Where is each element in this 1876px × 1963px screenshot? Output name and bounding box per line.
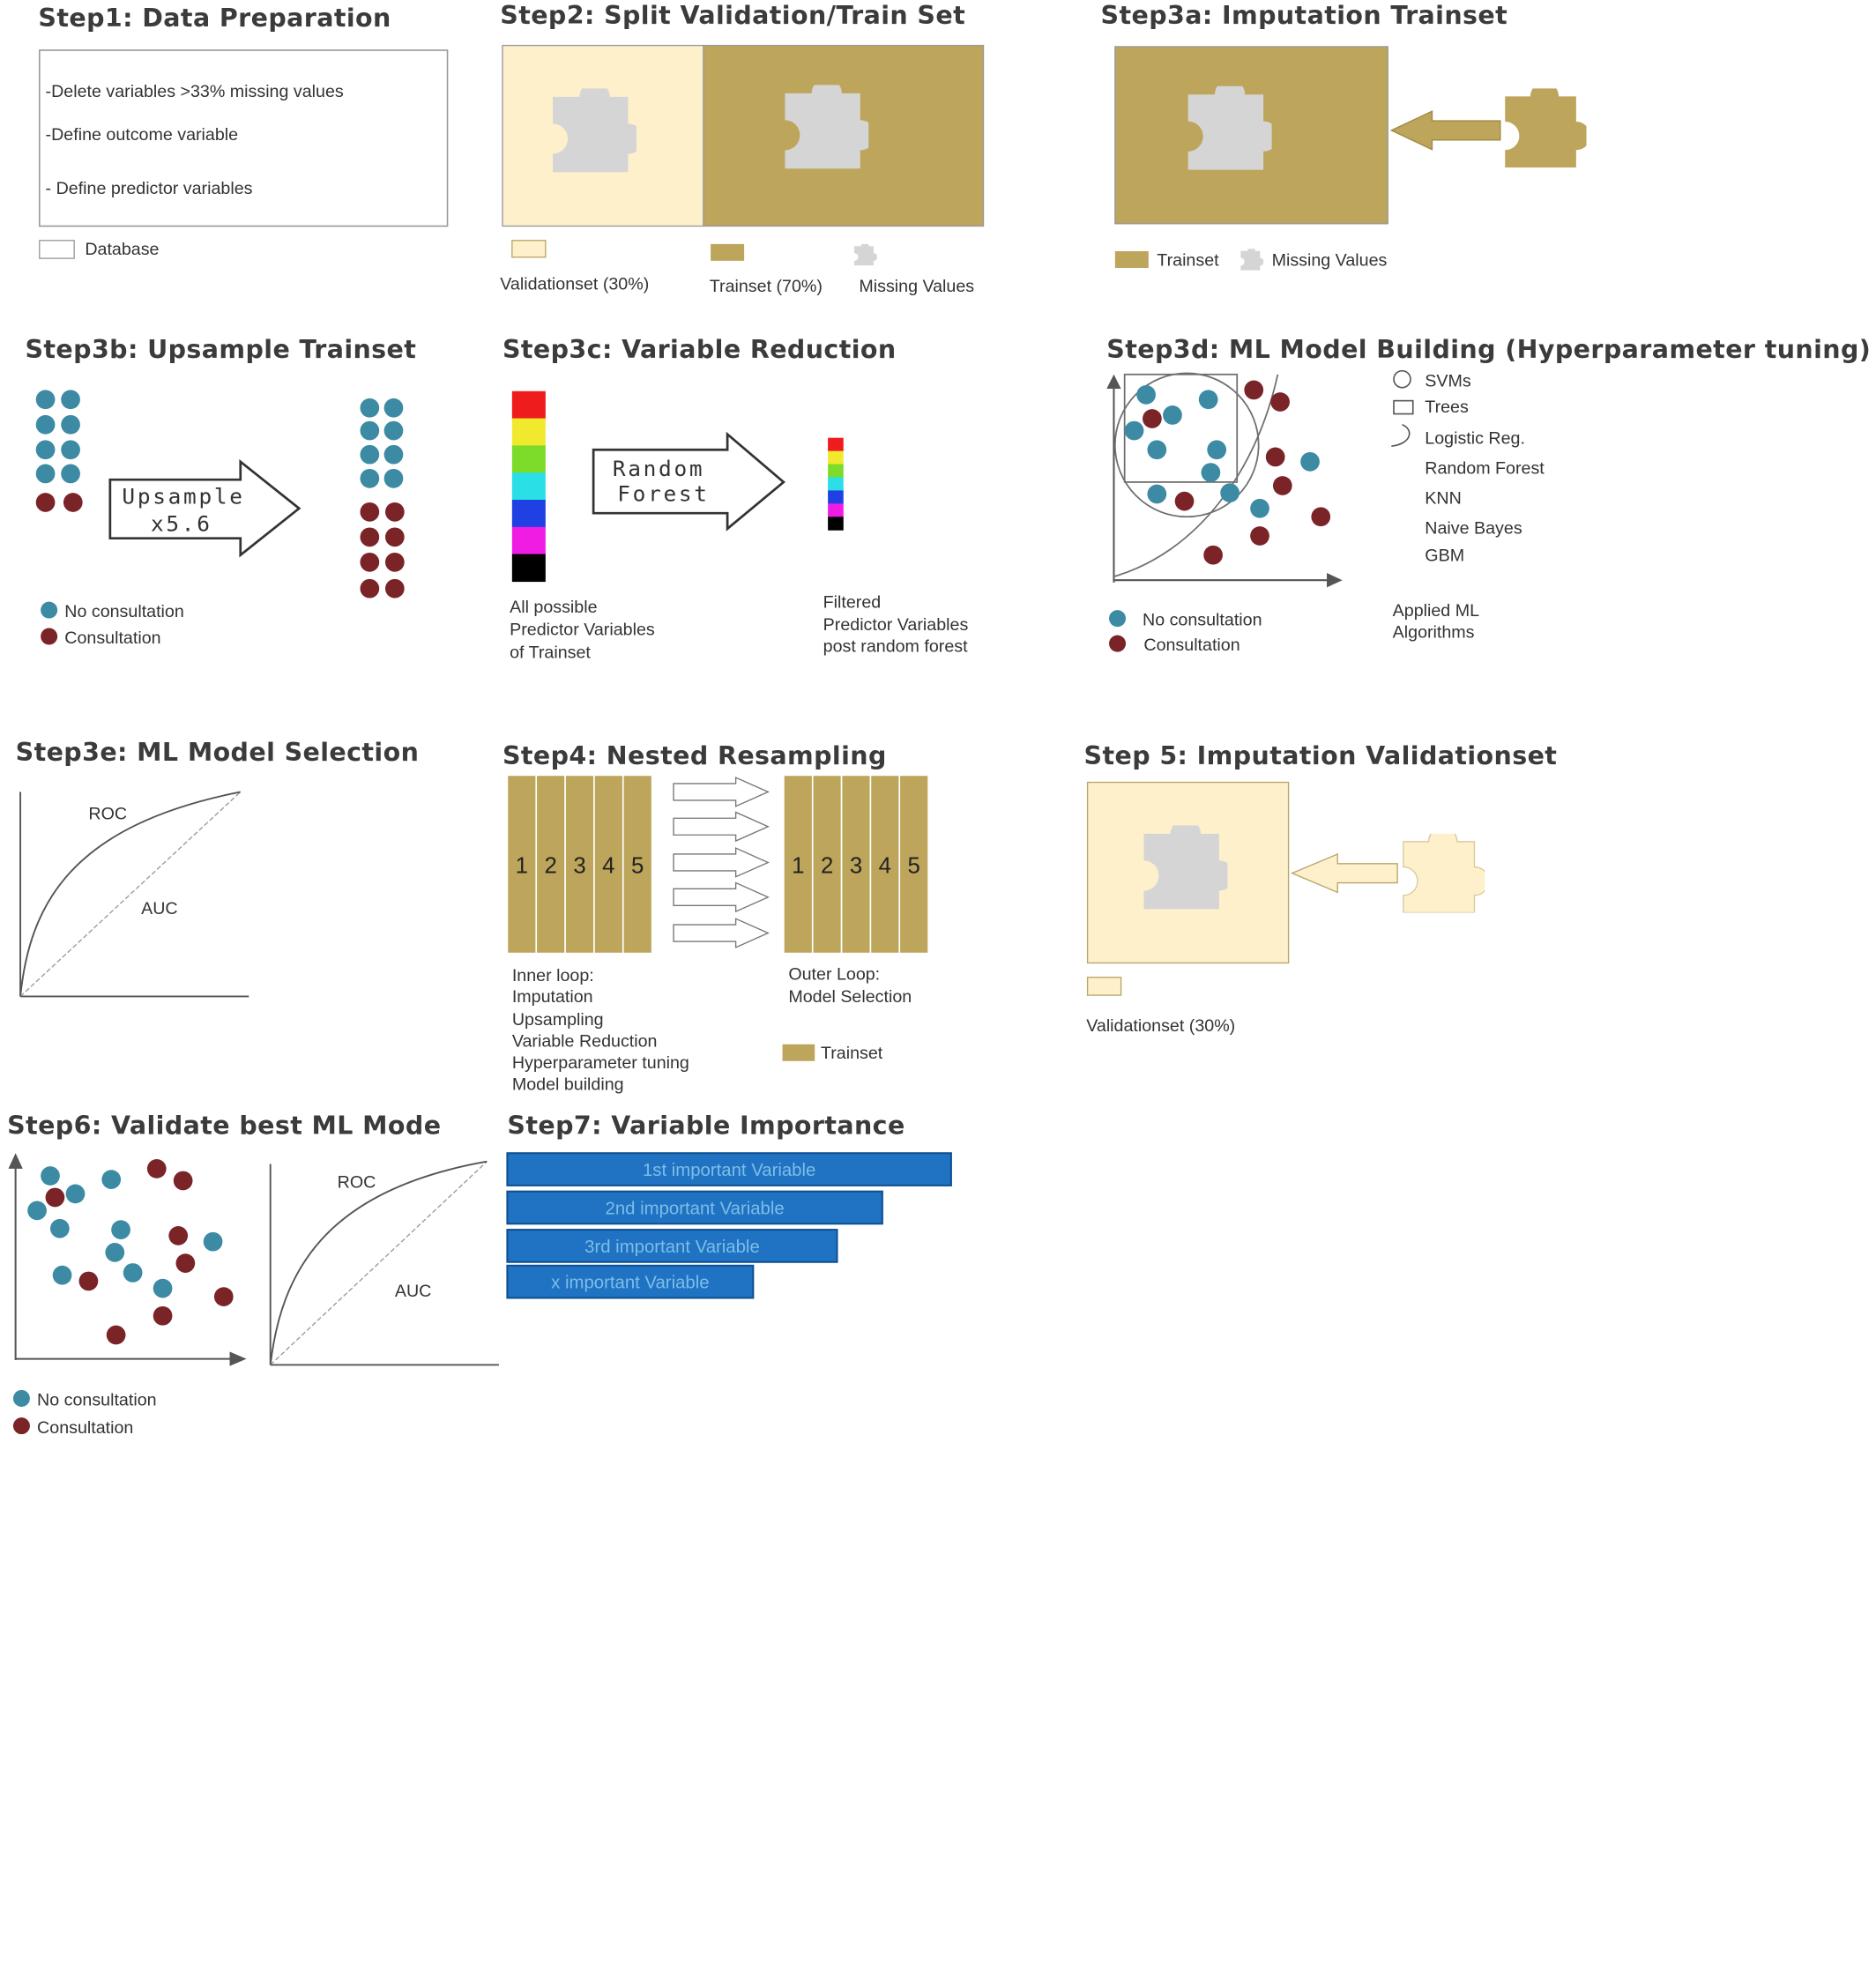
consultation-dot [63, 493, 83, 512]
consultation-dot [168, 1226, 188, 1245]
right-caption-2: Predictor Variables [823, 615, 969, 636]
trainset-legend-swatch [783, 1045, 815, 1061]
consultation-dot [1250, 526, 1269, 546]
consultation-dot [174, 1171, 193, 1191]
no-consultation-dot [111, 1220, 130, 1239]
consultation-dot [1311, 507, 1330, 526]
left-caption-1: All possible [510, 597, 598, 617]
inner-caption-6: Model building [511, 1074, 624, 1095]
circle-icon [1394, 371, 1411, 388]
step5-title: Step 5: Imputation Validationset [1083, 741, 1558, 771]
missing-puzzle-icon [1240, 247, 1263, 270]
database-legend-swatch [40, 241, 74, 258]
no-consultation-dot [41, 1166, 60, 1186]
step3c-variable-reduction [502, 335, 968, 663]
step4-nested-resampling [502, 741, 928, 1094]
step3c-title: Step3c: Variable Reduction [502, 334, 897, 364]
inner-caption-3: Upsampling [511, 1010, 604, 1030]
variable-swatch [512, 391, 546, 419]
outer-loop-folds [784, 775, 928, 953]
inner-caption-5: Hyperparameter tuning [511, 1052, 689, 1073]
missing-legend-label: Missing Values [1271, 250, 1388, 271]
importance-bars [507, 1153, 950, 1298]
resampling-arrows [674, 777, 768, 948]
no-consultation-dot [105, 1243, 124, 1262]
consultation-dot [1266, 448, 1285, 467]
step7-variable-importance [507, 1112, 950, 1298]
consultation-dot [385, 502, 405, 522]
step3a-imputation-trainset [1101, 1, 1590, 271]
no-consultation-dot [1163, 405, 1182, 425]
step5-imputation-validationset [1084, 741, 1558, 1036]
consultation-dot [1270, 392, 1290, 412]
consultation-dot [360, 579, 379, 599]
variable-swatch [828, 438, 844, 451]
no-consultation-dot [36, 440, 56, 459]
no-consultation-dot [36, 390, 56, 409]
trainset-legend-swatch [1115, 251, 1149, 268]
no-consultation-dot [1220, 483, 1240, 502]
step3d-title: Step3d: ML Model Building (Hyperparameter tuning) [1106, 334, 1872, 364]
importance-bar-label: 3rd important Variable [584, 1237, 760, 1257]
variable-swatch [828, 490, 844, 503]
step1-title: Step1: Data Preparation [38, 3, 391, 33]
step1-data-preparation [38, 4, 447, 259]
algorithm-svms: SVMs [1425, 371, 1471, 391]
fold-number: 4 [878, 853, 892, 879]
upsampled-dots [360, 398, 404, 599]
random-forest-label-1: Random [612, 456, 705, 482]
consultation-legend-dot [1109, 636, 1126, 652]
no-consultation-legend-label: No consultation [64, 602, 184, 622]
consultation-dot [79, 1272, 99, 1291]
consultation-dot [360, 553, 379, 572]
no-consultation-dot [384, 445, 404, 465]
logistic-boundary-curve [1113, 375, 1277, 576]
train-legend-swatch [711, 244, 744, 261]
fold-number: 2 [544, 853, 557, 879]
no-consultation-dot [360, 445, 379, 465]
x-axis-arrowhead-icon [230, 1352, 247, 1366]
step2-title: Step2: Split Validation/Train Set [500, 1, 966, 31]
consultation-dot [36, 493, 56, 512]
filled-puzzle-icon [1403, 828, 1489, 913]
algorithm-naive-bayes: Naive Bayes [1425, 518, 1522, 539]
imputation-arrow-icon [1391, 111, 1500, 149]
consultation-dot [1143, 409, 1162, 428]
step3e-title: Step3e: ML Model Selection [15, 738, 420, 768]
algorithm-gbm: GBM [1425, 546, 1465, 566]
no-consultation-dot [123, 1263, 143, 1283]
step7-title: Step7: Variable Importance [507, 1111, 905, 1141]
roc-label: ROC [88, 804, 128, 824]
algorithm-logistic-reg: Logistic Reg. [1425, 428, 1525, 449]
curve-icon [1391, 425, 1409, 446]
no-consultation-dot [384, 469, 404, 488]
resample-arrow-icon [674, 777, 768, 807]
consultation-dot [1273, 476, 1292, 495]
left-caption-2: Predictor Variables [510, 620, 655, 640]
trainset-legend-label: Trainset [1157, 250, 1219, 271]
no-consultation-dot [53, 1266, 72, 1285]
no-consultation-dot [61, 415, 80, 435]
step1-line-3: - Define predictor variables [45, 178, 253, 198]
importance-bar-label: 2nd important Variable [605, 1199, 785, 1219]
validationset-legend-swatch [1088, 978, 1121, 995]
resample-arrow-icon [674, 848, 768, 877]
no-consultation-legend-dot [1109, 610, 1126, 627]
auc-label: AUC [394, 1282, 432, 1302]
validation-legend-label: Validationset (30%) [500, 274, 650, 294]
inner-caption-1: Inner loop: [511, 965, 594, 985]
consultation-dot [360, 527, 379, 547]
train-legend-label: Trainset (70%) [709, 277, 823, 297]
step2-split [500, 1, 983, 296]
fold-number: 2 [820, 853, 834, 879]
no-consultation-dot [1202, 463, 1221, 482]
original-sample-dots [36, 390, 83, 511]
no-consultation-dot [153, 1279, 173, 1298]
no-consultation-dot [1207, 440, 1226, 459]
fold-number: 1 [792, 853, 805, 879]
step4-title: Step4: Nested Resampling [502, 741, 887, 771]
no-consultation-dot [36, 465, 56, 484]
no-consultation-dot [384, 421, 404, 441]
right-caption-3: post random forest [823, 636, 968, 657]
consultation-dot [385, 527, 405, 547]
algorithm-random-forest: Random Forest [1425, 458, 1545, 479]
no-consultation-dot [1250, 499, 1269, 518]
step1-line-1: -Delete variables >33% missing values [45, 81, 344, 101]
step3a-title: Step3a: Imputation Trainset [1100, 1, 1508, 31]
no-consultation-dot [360, 469, 379, 488]
variable-swatch [512, 500, 546, 527]
filtered-predictor-variables-strip [828, 438, 844, 531]
variable-swatch [512, 445, 546, 472]
trainset-legend-label: Trainset [820, 1044, 883, 1064]
no-consultation-dot [1125, 421, 1144, 441]
auc-label: AUC [141, 898, 178, 918]
consultation-dot [1203, 546, 1223, 565]
left-caption-3: of Trainset [510, 643, 591, 663]
consultation-legend-label: Consultation [1143, 636, 1240, 656]
applied-ml-caption-2: Algorithms [1392, 622, 1475, 643]
validation-legend-swatch [512, 241, 546, 257]
variable-swatch [828, 451, 844, 465]
consultation-dot [1244, 381, 1263, 400]
y-axis-arrowhead-icon [1106, 375, 1120, 389]
importance-bar-label: 1st important Variable [642, 1161, 816, 1181]
missing-legend-label: Missing Values [859, 277, 975, 297]
step3b-upsample [25, 335, 416, 648]
no-consultation-legend-label: No consultation [37, 1390, 157, 1410]
upsample-arrow-label-1: Upsample [122, 483, 245, 509]
variable-swatch [828, 465, 844, 478]
fold-number: 3 [849, 853, 863, 879]
resample-arrow-icon [674, 918, 768, 948]
no-consultation-dot [1147, 485, 1166, 504]
random-forest-label-2: Forest [617, 480, 710, 507]
importance-bar-label: x important Variable [551, 1273, 710, 1293]
no-consultation-dot [61, 390, 80, 409]
filled-puzzle-icon [1505, 82, 1590, 167]
fold-number: 1 [515, 853, 529, 879]
no-consultation-dot [61, 440, 80, 459]
applied-ml-caption-1: Applied ML [1392, 600, 1480, 621]
consultation-legend-label: Consultation [64, 628, 161, 649]
x-axis-arrowhead-icon [1327, 573, 1343, 587]
consultation-dot [385, 553, 405, 572]
no-consultation-dot [1136, 385, 1156, 405]
step6-title: Step6: Validate best ML Mode [7, 1111, 442, 1141]
resample-arrow-icon [674, 812, 768, 841]
fold-number: 3 [573, 853, 586, 879]
missing-puzzle-icon [854, 242, 877, 265]
database-legend-label: Database [85, 240, 160, 260]
no-consultation-legend-label: No consultation [1143, 610, 1262, 630]
variable-swatch [828, 517, 844, 530]
variable-swatch [828, 477, 844, 490]
consultation-dot [360, 502, 379, 522]
rectangle-icon [1394, 401, 1413, 414]
no-consultation-dot [360, 421, 379, 441]
algorithm-trees: Trees [1425, 398, 1469, 418]
consultation-dot [385, 579, 405, 599]
roc-label: ROC [337, 1172, 376, 1193]
step3e-model-selection [16, 738, 420, 996]
validation-scatter-points [27, 1159, 233, 1344]
algorithm-knn: KNN [1425, 488, 1462, 509]
fold-number: 5 [631, 853, 644, 879]
no-consultation-dot [360, 398, 379, 418]
right-caption-1: Filtered [823, 592, 882, 613]
training-scatter-points [1125, 381, 1330, 565]
consultation-dot [46, 1188, 65, 1208]
step3b-title: Step3b: Upsample Trainset [25, 334, 417, 364]
imputation-arrow-icon [1292, 854, 1397, 892]
no-consultation-dot [1199, 390, 1218, 409]
consultation-legend-dot [41, 628, 57, 644]
resample-arrow-icon [674, 883, 768, 912]
upsample-arrow-label-2: x5.6 [150, 510, 212, 537]
consultation-dot [175, 1253, 195, 1273]
y-axis-arrowhead-icon [8, 1153, 22, 1169]
step6-validate-best-model [7, 1112, 499, 1438]
consultation-dot [214, 1287, 234, 1306]
consultation-dot [147, 1159, 167, 1179]
variable-swatch [828, 503, 844, 517]
no-consultation-legend-dot [41, 602, 57, 619]
fold-number: 5 [907, 853, 920, 879]
no-consultation-dot [50, 1219, 70, 1238]
outer-caption-2: Model Selection [788, 987, 912, 1008]
no-consultation-dot [204, 1232, 223, 1252]
no-consultation-dot [1147, 440, 1166, 459]
no-consultation-legend-dot [13, 1390, 30, 1407]
no-consultation-dot [384, 398, 404, 418]
no-consultation-dot [101, 1170, 121, 1189]
consultation-dot [153, 1306, 173, 1326]
inner-caption-2: Imputation [511, 987, 593, 1008]
consultation-legend-label: Consultation [37, 1417, 134, 1438]
no-consultation-dot [1300, 452, 1320, 472]
variable-swatch [512, 419, 546, 446]
consultation-dot [1175, 492, 1195, 511]
step3d-model-building [1106, 335, 1871, 655]
no-consultation-dot [27, 1201, 47, 1221]
variable-swatch [512, 554, 546, 582]
no-consultation-dot [36, 415, 56, 435]
no-consultation-dot [66, 1185, 86, 1204]
consultation-dot [107, 1326, 126, 1345]
step1-line-2: -Define outcome variable [45, 124, 239, 145]
variable-swatch [512, 527, 546, 554]
consultation-legend-dot [13, 1417, 30, 1434]
no-consultation-dot [61, 465, 80, 484]
variable-swatch [512, 472, 546, 500]
inner-caption-4: Variable Reduction [511, 1031, 658, 1052]
fold-number: 4 [602, 853, 615, 879]
outer-caption-1: Outer Loop: [788, 964, 881, 985]
all-predictor-variables-strip [512, 391, 546, 582]
inner-loop-folds [507, 775, 651, 953]
validationset-legend-label: Validationset (30%) [1086, 1015, 1236, 1036]
